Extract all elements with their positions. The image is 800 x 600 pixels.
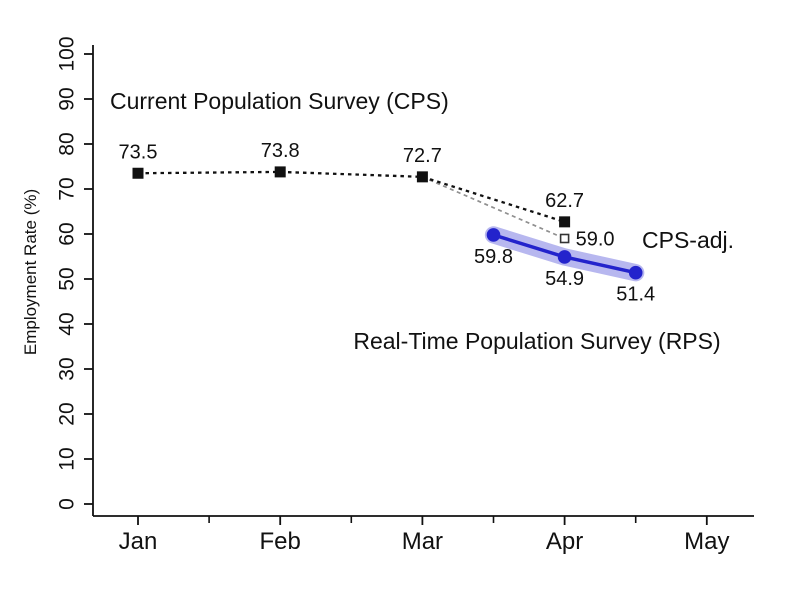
y-axis-tick-label: 40	[55, 312, 79, 336]
y-axis-tick-label: 10	[55, 447, 79, 471]
y-axis-title: Employment Rate (%)	[21, 188, 40, 356]
y-axis-tick-label: 60	[55, 222, 79, 246]
y-axis-tick-label: 90	[55, 87, 79, 111]
cps-value-label: 62.7	[545, 189, 585, 212]
rps-value-label: 59.8	[474, 245, 513, 268]
cps-point-marker	[417, 171, 428, 182]
y-axis-tick-label: 50	[55, 267, 79, 291]
chart-plot-area	[56, 36, 755, 555]
x-axis-tick-label: Mar	[401, 528, 444, 555]
cps-point-marker	[275, 166, 286, 177]
rps-point-marker	[629, 266, 643, 280]
cps-adj-point-marker	[561, 235, 569, 243]
rps-point-marker	[558, 250, 572, 264]
x-axis-tick-label: May	[684, 528, 730, 555]
rps-series-title: Real-Time Population Survey (RPS)	[353, 328, 721, 354]
y-axis-tick-label: 70	[55, 177, 79, 201]
rps-value-label: 51.4	[616, 283, 656, 306]
cps-point-marker	[559, 216, 570, 227]
cps-adj-series-label: CPS-adj.	[642, 227, 735, 253]
rps-value-label: 54.9	[545, 267, 585, 290]
cps-value-label: 73.5	[118, 141, 158, 164]
y-axis-tick-label: 20	[55, 402, 79, 426]
y-axis-tick-label: 0	[55, 498, 79, 510]
x-axis-tick-label: Jan	[118, 528, 158, 555]
y-axis-tick-label: 100	[55, 36, 79, 72]
cps-adj-value-label: 59.0	[575, 228, 615, 251]
x-axis-tick-label: Apr	[545, 528, 584, 555]
x-axis-tick-label: Feb	[259, 528, 301, 555]
cps-value-label: 72.7	[402, 144, 442, 167]
cps-series-title: Current Population Survey (CPS)	[110, 88, 449, 114]
cps-point-marker	[133, 168, 144, 179]
cps-value-label: 73.8	[260, 139, 300, 162]
y-axis-tick-label: 80	[55, 132, 79, 156]
cps-line	[138, 172, 565, 222]
y-axis-tick-label: 30	[55, 357, 79, 381]
rps-point-marker	[487, 228, 501, 242]
